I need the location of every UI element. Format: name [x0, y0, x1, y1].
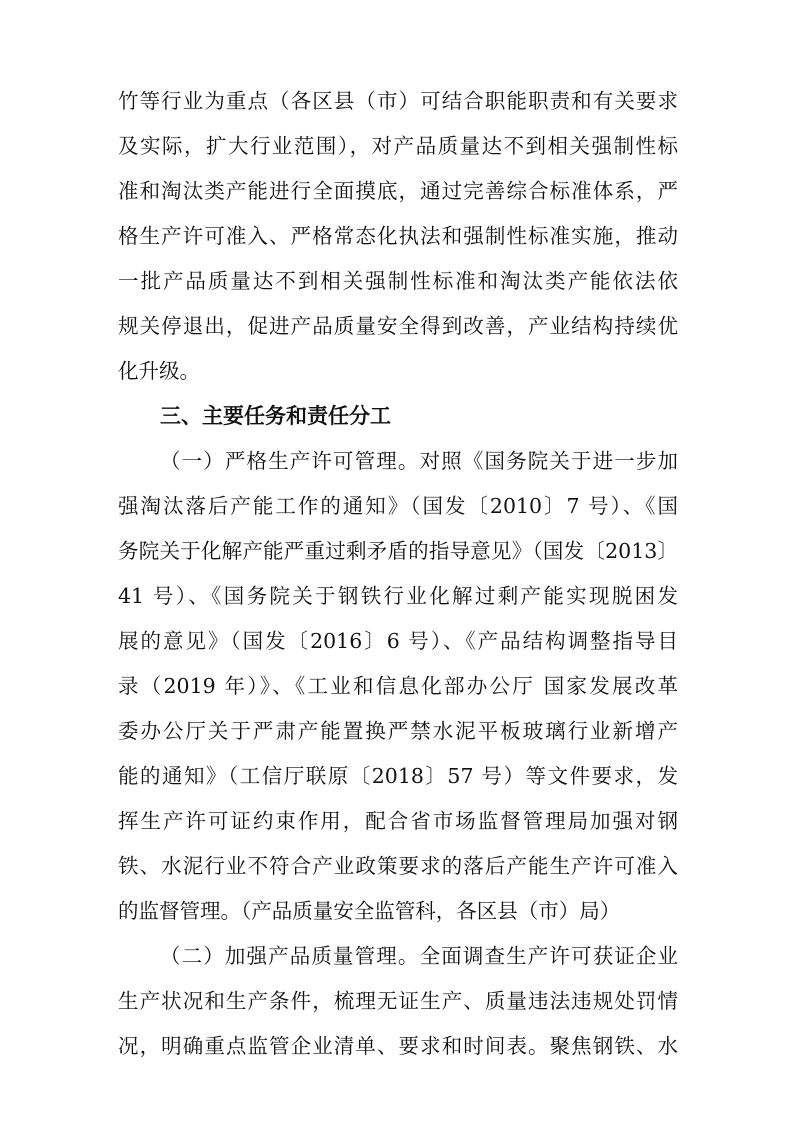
paragraph-line: 一批产品质量达不到相关强制性标准和淘汰类产能依法依	[118, 269, 678, 293]
paragraph-line: 及实际，扩大行业范围），对产品质量达不到相关强制性标	[118, 134, 678, 158]
paragraph-line: 委办公厅关于严肃产能置换严禁水泥平板玻璃行业新增产	[118, 719, 678, 743]
paragraph-line: 强淘汰落后产能工作的通知》（国发〔2010〕7 号）、《国	[118, 494, 678, 518]
paragraph-line: （一）严格生产许可管理。对照《国务院关于进一步加	[160, 449, 678, 473]
paragraph-line: 生产状况和生产条件，梳理无证生产、质量违法违规处罚情	[118, 989, 678, 1013]
paragraph-line: 录（2019 年）》、《工业和信息化部办公厅 国家发展改革	[118, 674, 678, 698]
paragraph-line: 竹等行业为重点（各区县（市）可结合职能职责和有关要求	[118, 89, 678, 113]
paragraph-line: （二）加强产品质量管理。全面调查生产许可获证企业	[160, 944, 678, 968]
paragraph-line: 化升级。	[118, 359, 200, 383]
paragraph-line: 格生产许可准入、严格常态化执法和强制性标准实施，推动	[118, 224, 678, 248]
paragraph-line: 况，明确重点监管企业清单、要求和时间表。聚焦钢铁、水	[118, 1034, 678, 1058]
paragraph-line: 展的意见》（国发〔2016〕6 号）、《产品结构调整指导目	[118, 629, 678, 653]
section-heading: 三、主要任务和责任分工	[160, 404, 391, 428]
paragraph-line: 能的通知》（工信厅联原〔2018〕57 号）等文件要求，发	[118, 764, 678, 788]
paragraph-line: 的监督管理。（产品质量安全监管科，各区县（市）局）	[118, 899, 621, 923]
paragraph-line: 准和淘汰类产能进行全面摸底，通过完善综合标准体系，严	[118, 179, 678, 203]
paragraph-line: 务院关于化解产能严重过剩矛盾的指导意见》（国发〔2013〕	[118, 539, 678, 563]
paragraph-line: 41 号）、《国务院关于钢铁行业化解过剩产能实现脱困发	[118, 584, 678, 608]
paragraph-line: 挥生产许可证约束作用，配合省市场监督管理局加强对钢	[118, 809, 678, 833]
paragraph-line: 铁、水泥行业不符合产业政策要求的落后产能生产许可准入	[118, 854, 678, 878]
paragraph-line: 规关停退出，促进产品质量安全得到改善，产业结构持续优	[118, 314, 678, 338]
